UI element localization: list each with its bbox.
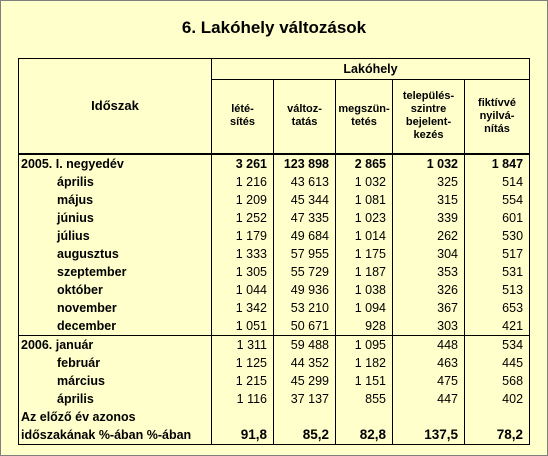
table-cell: 1 252 [212,209,274,227]
table-row [19,317,530,336]
table-cell: 1 847 [465,154,530,173]
table-cell: 1 216 [212,173,274,191]
table-row [19,372,530,390]
column-header-line: fiktívvé [478,96,516,109]
column-header-line: bejelent- [405,116,452,129]
table-cell: 367 [393,299,465,317]
table-row [19,173,530,191]
table-cell: 1 081 [336,191,393,209]
row-label: április [19,173,212,191]
table-cell: 534 [465,335,530,354]
table-cell: 421 [465,317,530,336]
column-header [336,80,393,154]
table-cell: 315 [393,191,465,209]
table-cell: 43 613 [274,173,336,191]
table-cell: 50 671 [274,317,336,336]
table-cell: 1 311 [212,335,274,354]
column-header-line: nítás [484,122,510,135]
table-cell: 1 182 [336,354,393,372]
column-header-line: kezés [413,129,444,142]
table-cell: 554 [465,191,530,209]
table-row [19,354,530,372]
column-header-line: nyilvá- [479,109,515,122]
table-cell: 514 [465,173,530,191]
column-header-line: megszün- [338,103,390,116]
row-label: július [19,227,212,245]
table-cell: 1 051 [212,317,274,336]
column-header-line: szintre [410,103,447,116]
table-row [19,191,530,209]
table-cell: 44 352 [274,354,336,372]
header-group: Lakóhely [212,59,530,80]
row-label: március [19,372,212,390]
table-cell: 339 [393,209,465,227]
table-cell: 1 125 [212,354,274,372]
row-label: szeptember [19,263,212,281]
table-cell: 928 [336,317,393,336]
table-cell: 37 137 [274,390,336,408]
column-header [465,80,530,154]
footer-value: 91,8 [212,426,274,445]
footer-value: 137,5 [393,426,465,445]
table-cell: 1 094 [336,299,393,317]
row-label: november [19,299,212,317]
footer-row [19,426,530,445]
footer-value: 85,2 [274,426,336,445]
row-label: október [19,281,212,299]
table-cell: 1 032 [393,154,465,173]
column-header-line: tetés [351,116,377,129]
table-cell: 1 215 [212,372,274,390]
footer-value: 78,2 [465,426,530,445]
footer-label-line1: Az előző év azonos [19,408,212,426]
table-cell: 517 [465,245,530,263]
row-label: december [19,317,212,336]
table-cell: 530 [465,227,530,245]
table-cell: 303 [393,317,465,336]
table-cell: 531 [465,263,530,281]
table-cell: 653 [465,299,530,317]
table-cell: 1 333 [212,245,274,263]
row-label: február [19,354,212,372]
table-cell: 326 [393,281,465,299]
row-label: augusztus [19,245,212,263]
table-cell: 49 936 [274,281,336,299]
column-header [274,80,336,154]
table-cell: 3 261 [212,154,274,173]
row-label: május [19,191,212,209]
table-cell: 2 865 [336,154,393,173]
table-cell: 1 116 [212,390,274,408]
table-cell: 463 [393,354,465,372]
table-cell: 53 210 [274,299,336,317]
table-cell-empty [336,408,393,426]
column-header-line: lété- [231,103,254,116]
table-cell-empty [393,408,465,426]
table-cell: 1 187 [336,263,393,281]
table-cell: 475 [393,372,465,390]
footer-value: 82,8 [336,426,393,445]
data-table [18,58,530,445]
table-cell: 1 305 [212,263,274,281]
row-label: június [19,209,212,227]
footer-label-line2: időszakának %-ában %-ában [19,426,212,445]
page-title: 6. Lakóhely változások [181,18,367,37]
row-label: 2006. január [19,335,212,354]
table-cell-empty [274,408,336,426]
table-cell: 57 955 [274,245,336,263]
table-row [19,335,530,354]
table-row [19,154,530,173]
table-cell-empty [212,408,274,426]
table-cell: 402 [465,390,530,408]
column-header [393,80,465,154]
table-cell: 1 044 [212,281,274,299]
header-period: Időszak [19,59,212,154]
table-cell: 1 209 [212,191,274,209]
table-cell: 55 729 [274,263,336,281]
table-row [19,390,530,408]
row-label: 2005. I. negyedév [19,154,212,173]
table-cell: 45 344 [274,191,336,209]
column-header-line: változ- [287,103,322,116]
table-cell: 49 684 [274,227,336,245]
table-cell: 445 [465,354,530,372]
table-cell: 513 [465,281,530,299]
table-cell: 1 023 [336,209,393,227]
table-cell-empty [465,408,530,426]
column-header-line: település- [402,90,455,103]
table-cell: 45 299 [274,372,336,390]
table-cell: 448 [393,335,465,354]
table-cell: 353 [393,263,465,281]
table-cell: 1 151 [336,372,393,390]
table-cell: 47 335 [274,209,336,227]
table-cell: 1 175 [336,245,393,263]
table-cell: 601 [465,209,530,227]
table-row [19,299,530,317]
footer-row [19,408,530,426]
table-row [19,263,530,281]
table-cell: 568 [465,372,530,390]
column-header-line: tatás [291,116,318,129]
table-cell: 1 038 [336,281,393,299]
table-cell: 1 032 [336,173,393,191]
table-cell: 447 [393,390,465,408]
table-cell: 1 095 [336,335,393,354]
table-row [19,209,530,227]
table-cell: 1 342 [212,299,274,317]
table-cell: 1 014 [336,227,393,245]
table-cell: 123 898 [274,154,336,173]
table-cell: 1 179 [212,227,274,245]
column-header [212,80,274,154]
table-cell: 325 [393,173,465,191]
column-header-line: sítés [229,116,256,129]
table-cell: 262 [393,227,465,245]
row-label: április [19,390,212,408]
table-cell: 59 488 [274,335,336,354]
table-row [19,281,530,299]
table-cell: 855 [336,390,393,408]
table-row [19,245,530,263]
table-cell: 304 [393,245,465,263]
table-row [19,227,530,245]
